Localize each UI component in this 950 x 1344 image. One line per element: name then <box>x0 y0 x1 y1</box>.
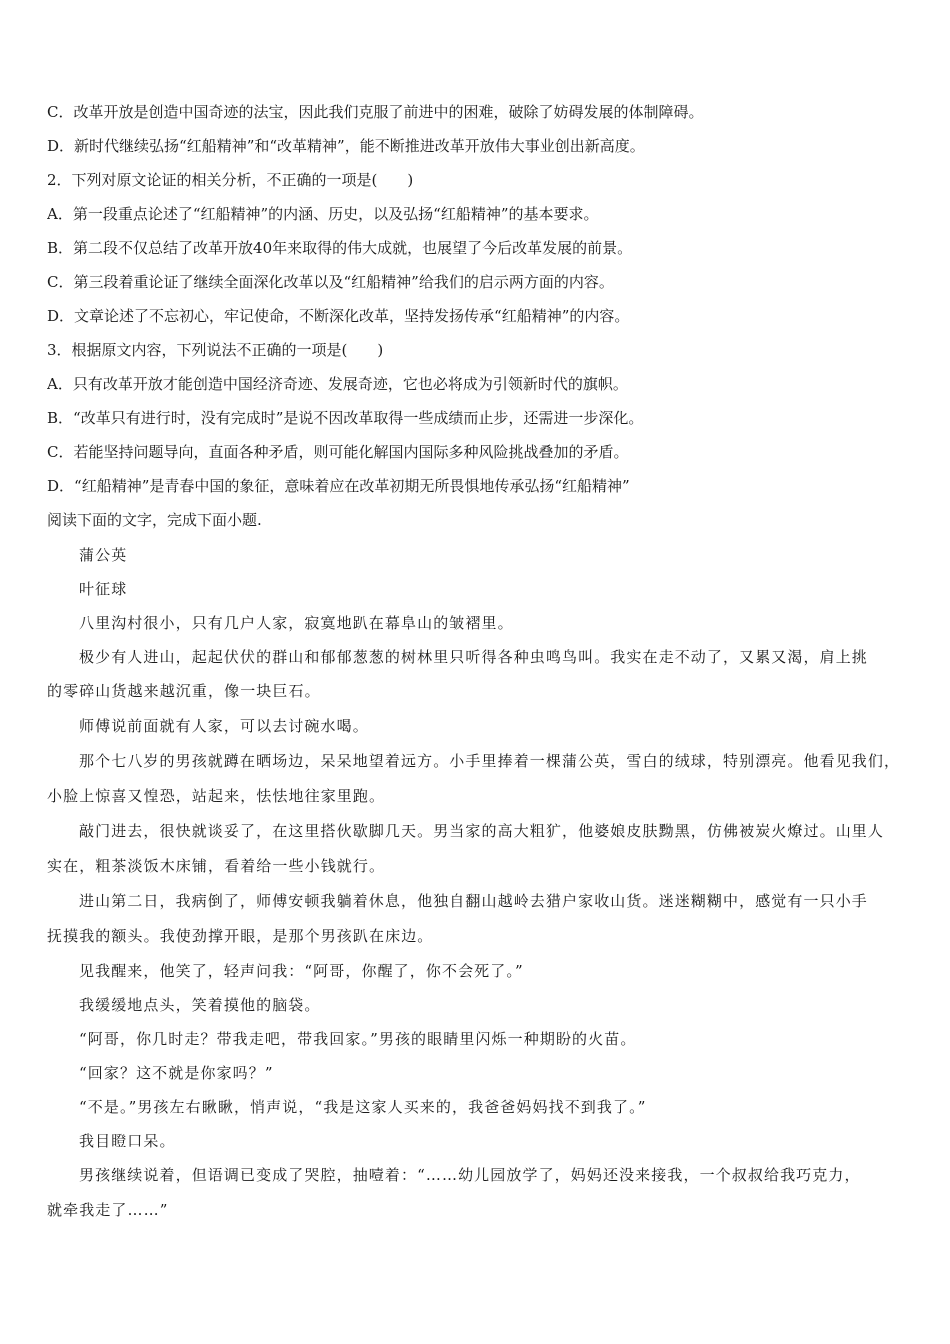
q2-stem: 2．下列对原文论证的相关分析，不正确的一项是( ) <box>47 171 414 189</box>
story-line: 那个七八岁的男孩就蹲在晒场边，呆呆地望着远方。小手里捧着一棵蒲公英，雪白的绒球，特别漂亮。他看见我们， <box>79 752 901 770</box>
q2-option-d: D．文章论述了不忘初心，牢记使命，不断深化改革，坚持发扬传承“红船精神”的内容。 <box>47 307 630 325</box>
story-line: 实在，粗茶淡饭木床铺，看着给一些小钱就行。 <box>47 857 386 875</box>
story-line: 男孩继续说着，但语调已变成了哭腔，抽噎着：“……幼儿园放学了，妈妈还没来接我，一个叔叔给我巧克力， <box>79 1166 861 1184</box>
q2-option-c: C．第三段着重论证了继续全面深化改革以及“红船精神”给我们的启示两方面的内容。 <box>47 273 614 291</box>
story-line: 师傅说前面就有人家，可以去讨碗水喝。 <box>79 717 369 735</box>
story-line: 抚摸我的额头。我使劲撑开眼，是那个男孩趴在床边。 <box>47 927 434 945</box>
story-title: 蒲公英 <box>79 546 128 564</box>
q1-option-c: C．改革开放是创造中国奇迹的法宝，因此我们克服了前进中的困难，破除了妨碍发展的体制障碍。 <box>47 103 704 121</box>
story-line: 极少有人进山，起起伏伏的群山和郁郁葱葱的树林里只听得各种虫鸣鸟叫。我实在走不动了，又累又渴，肩上挑 <box>79 648 868 666</box>
story-line: 敲门进去，很快就谈妥了，在这里搭伙歇脚几天。男当家的高大粗犷，他婆娘皮肤黝黑，仿佛被炭火燎过。山里人 <box>79 822 885 840</box>
story-line: 我缓缓地点头，笑着摸他的脑袋。 <box>79 996 321 1014</box>
story-line: 见我醒来，他笑了，轻声问我：“阿哥，你醒了，你不会死了。” <box>79 962 524 980</box>
story-line: “不是。”男孩左右瞅瞅，悄声说，“我是这家人买来的，我爸爸妈妈找不到我了。” <box>79 1098 647 1116</box>
q3-option-b: B．“改革只有进行时，没有完成时”是说不因改革取得一些成绩而止步，还需进一步深化。 <box>47 409 644 427</box>
story-line: 我目瞪口呆。 <box>79 1132 176 1150</box>
q3-option-c: C．若能坚持问题导向，直面各种矛盾，则可能化解国内国际多种风险挑战叠加的矛盾。 <box>47 443 629 461</box>
story-line: “阿哥，你几时走？带我走吧，带我回家。”男孩的眼睛里闪烁一种期盼的火苗。 <box>79 1030 637 1048</box>
story-line: 就牵我走了……” <box>47 1201 169 1219</box>
story-line: “回家？这不就是你家吗？” <box>79 1064 274 1082</box>
q3-option-a: A．只有改革开放才能创造中国经济奇迹、发展奇迹，它也必将成为引领新时代的旗帜。 <box>47 375 628 393</box>
q2-option-b: B．第二段不仅总结了改革开放40年来取得的伟大成就，也展望了今后改革发展的前景。 <box>47 239 633 257</box>
reading-instruction: 阅读下面的文字，完成下面小题. <box>47 511 262 529</box>
story-line: 八里沟村很小，只有几户人家，寂寞地趴在幕阜山的皱褶里。 <box>79 614 514 632</box>
q1-option-d: D．新时代继续弘扬“红船精神”和“改革精神”，能不断推进改革开放伟大事业创出新高度。 <box>47 137 645 155</box>
q3-option-d: D．“红船精神”是青春中国的象征，意味着应在改革初期无所畏惧地传承弘扬“红船精神” <box>47 477 630 495</box>
q3-stem: 3．根据原文内容，下列说法不正确的一项是( ) <box>47 341 384 359</box>
q2-option-a: A．第一段重点论述了“红船精神”的内涵、历史，以及弘扬“红船精神”的基本要求。 <box>47 205 599 223</box>
story-line: 进山第二日，我病倒了，师傅安顿我躺着休息，他独自翻山越岭去猎户家收山货。迷迷糊糊中，感觉有一只小手 <box>79 892 868 910</box>
story-line: 小脸上惊喜又惶恐，站起来，怯怯地往家里跑。 <box>47 787 386 805</box>
story-line: 的零碎山货越来越沉重，像一块巨石。 <box>47 682 321 700</box>
story-author: 叶征球 <box>79 580 128 598</box>
